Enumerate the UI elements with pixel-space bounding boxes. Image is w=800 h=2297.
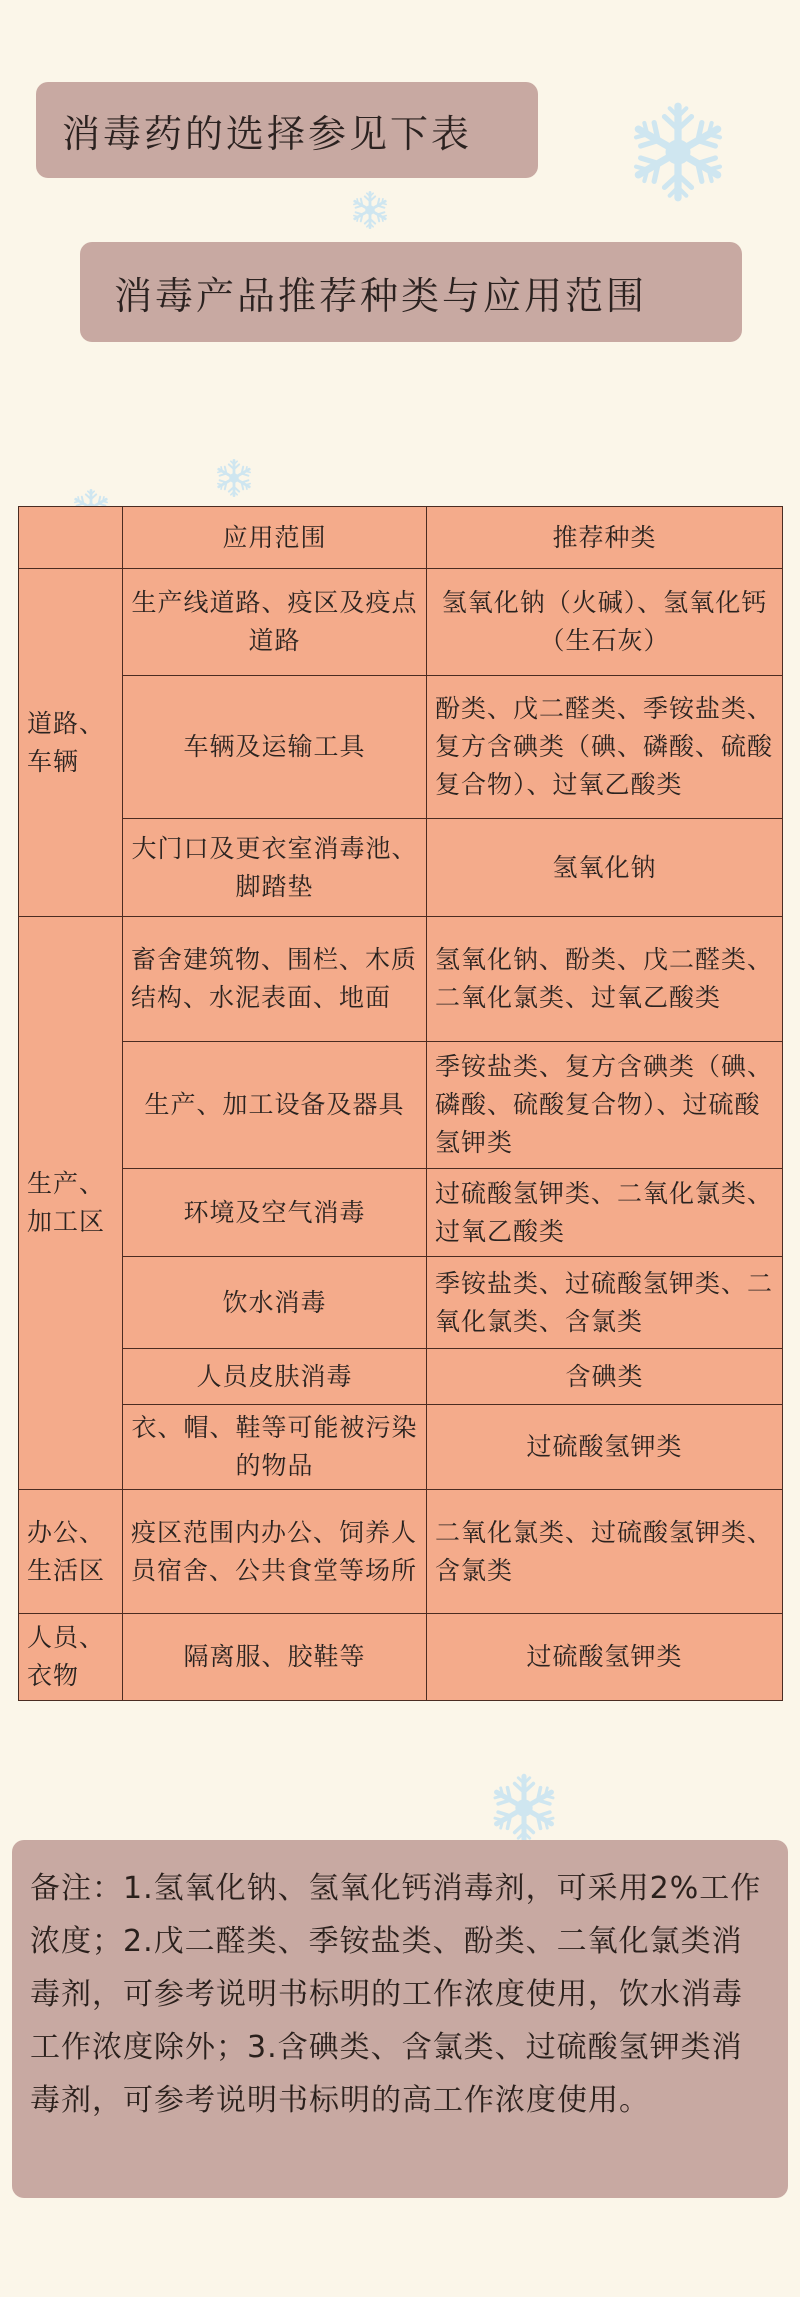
area-cell-personnel: 人员、衣物 xyxy=(19,1614,123,1701)
table-row xyxy=(19,1614,783,1701)
recommended-cell: 氢氧化钠（火碱）、氢氧化钙（生石灰） xyxy=(427,569,783,676)
recommended-cell: 氢氧化钠、酚类、戊二醛类、二氧化氯类、过氧乙酸类 xyxy=(427,917,783,1042)
table-row xyxy=(19,1257,783,1349)
scope-cell: 人员皮肤消毒 xyxy=(123,1349,427,1405)
scope-cell: 生产、加工设备及器具 xyxy=(123,1042,427,1169)
note-box xyxy=(12,1840,788,2198)
recommended-cell: 含碘类 xyxy=(427,1349,783,1405)
recommended-cell: 氢氧化钠 xyxy=(427,819,783,917)
page-title: 消毒药的选择参见下表 xyxy=(36,82,538,178)
header-recommended: 推荐种类 xyxy=(427,507,783,569)
scope-cell: 疫区范围内办公、饲养人员宿舍、公共食堂等场所 xyxy=(123,1490,427,1614)
area-cell-production: 生产、加工区 xyxy=(19,917,123,1490)
table-title: 消毒产品推荐种类与应用范围 xyxy=(80,242,742,342)
recommended-cell: 过硫酸氢钾类 xyxy=(427,1405,783,1490)
scope-cell: 隔离服、胶鞋等 xyxy=(123,1614,427,1701)
table-row xyxy=(19,676,783,819)
scope-cell: 畜舍建筑物、围栏、木质结构、水泥表面、地面 xyxy=(123,917,427,1042)
header-scope: 应用范围 xyxy=(123,507,427,569)
recommended-cell: 过硫酸氢钾类 xyxy=(427,1614,783,1701)
table-row xyxy=(19,917,783,1042)
recommended-cell: 季铵盐类、复方含碘类（碘、磷酸、硫酸复合物）、过硫酸氢钾类 xyxy=(427,1042,783,1169)
snowflake-icon xyxy=(626,100,730,204)
area-cell-roads: 道路、车辆 xyxy=(19,569,123,917)
area-cell-office: 办公、生活区 xyxy=(19,1490,123,1614)
note-text: 备注：1.氢氧化钠、氢氧化钙消毒剂，可采用2%工作浓度；2.戊二醛类、季铵盐类、酚类、二氧化氯类消毒剂，可参考说明书标明的工作浓度使用，饮水消毒工作浓度除外；3.含碘类、含氯类、过硫酸氢钾类消毒剂，可参考说明书标明的高工作浓度使用。 xyxy=(30,1871,762,2118)
scope-cell: 环境及空气消毒 xyxy=(123,1169,427,1257)
table-header-row xyxy=(19,507,783,569)
scope-cell: 生产线道路、疫区及疫点道路 xyxy=(123,569,427,676)
snowflake-icon xyxy=(214,458,254,498)
table-row xyxy=(19,1490,783,1614)
disinfectant-table xyxy=(18,506,783,1701)
scope-cell: 饮水消毒 xyxy=(123,1257,427,1349)
scope-cell: 车辆及运输工具 xyxy=(123,676,427,819)
recommended-cell: 季铵盐类、过硫酸氢钾类、二氧化氯类、含氯类 xyxy=(427,1257,783,1349)
recommended-cell: 酚类、戊二醛类、季铵盐类、复方含碘类（碘、磷酸、硫酸复合物）、过氧乙酸类 xyxy=(427,676,783,819)
snowflake-icon xyxy=(484,1772,564,1844)
recommended-cell: 二氧化氯类、过硫酸氢钾类、含氯类 xyxy=(427,1490,783,1614)
recommended-cell: 过硫酸氢钾类、二氧化氯类、过氧乙酸类 xyxy=(427,1169,783,1257)
scope-cell: 衣、帽、鞋等可能被污染的物品 xyxy=(123,1405,427,1490)
header-area xyxy=(19,507,123,569)
table-row xyxy=(19,569,783,676)
table-row xyxy=(19,1349,783,1405)
table-row xyxy=(19,1169,783,1257)
snowflake-icon xyxy=(350,190,390,230)
table-row xyxy=(19,1405,783,1490)
table-row xyxy=(19,819,783,917)
table-row xyxy=(19,1042,783,1169)
scope-cell: 大门口及更衣室消毒池、脚踏垫 xyxy=(123,819,427,917)
